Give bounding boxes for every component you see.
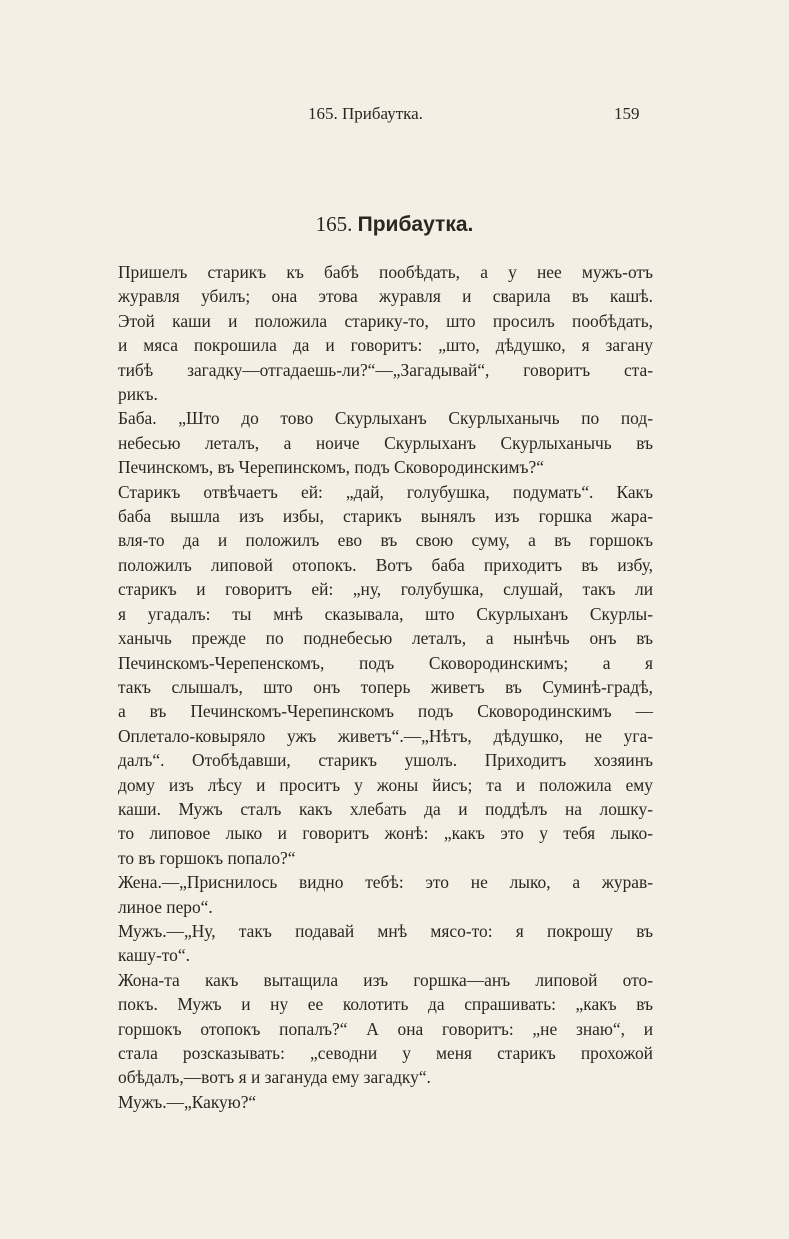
text-line: кашу-то“.	[118, 945, 190, 966]
text-line: стала розсказывать: „севодни у меня старикъ прохожой	[118, 1043, 653, 1063]
text-line: небесью леталъ, а ноичe Скурлыханъ Скурлыханычь въ	[118, 432, 653, 453]
text-line: линое перо“.	[118, 896, 213, 917]
text-line: Жона-та какъ вытащила изъ горшка—анъ липовой ото-	[118, 969, 653, 990]
text-line: и мяса покрошила да и говоритъ: „што, дѣдушко, я загану	[118, 335, 653, 356]
text-line: то липовое лыко и говоритъ жонѣ: „какъ это у тебя лыко-	[118, 823, 653, 844]
text-line: старикъ и говоритъ ей: „ну, голубушка, слушай, такъ ли	[118, 579, 653, 600]
text-line: тибѣ загадку—отгадаешь-ли?“—„Загадывай“, говоритъ ста-	[118, 359, 653, 380]
text-line: вля-то да и положилъ ево въ свою суму, а въ горшокъ	[118, 530, 653, 551]
text-line: горшокъ отопокъ попалъ?“ А она говоритъ: „не знаю“, и	[118, 1018, 653, 1039]
text-line: каши. Мужъ сталъ какъ хлебать да и поддѣлъ на лошку-	[118, 798, 653, 819]
text-line: то въ горшокъ попало?“	[118, 847, 296, 868]
section-title	[0, 212, 789, 237]
text-line: обѣдалъ,—вотъ я и загануда ему загадку“.	[118, 1067, 431, 1088]
text-line: покъ. Мужъ и ну ее колотить да спрашивать: „какъ въ	[118, 994, 653, 1015]
text-line: Жена.—„Приснилось видно тебѣ: это не лыко, а журав-	[118, 872, 653, 893]
section-title-text: Прибаутка.	[357, 213, 474, 236]
page-number: 159	[614, 104, 640, 123]
text-line: Старикъ отвѣчаетъ ей: „дай, голубушка, подумать“. Какъ	[118, 481, 653, 502]
text-line: Мужъ.—„Ну, такъ подавай мнѣ мясо-то: я покрошу въ	[118, 920, 653, 941]
text-line: Пришелъ старикъ къ бабѣ пообѣдать, а у нее мужъ-отъ	[118, 262, 653, 282]
text-line: положилъ липовой отопокъ. Вотъ баба приходитъ въ избу,	[118, 554, 653, 575]
text-line: такъ слышалъ, што онъ топерь живетъ въ Суминѣ-градѣ,	[118, 676, 653, 697]
text-line: я угадалъ: ты мнѣ сказывала, што Скурлыханъ Скурлы-	[118, 603, 653, 624]
text-line: далъ“. Отобѣдавши, старикъ ушолъ. Приходитъ хозяинъ	[118, 750, 653, 771]
text-line: журавля убилъ; она этова журавля и сварила въ кашѣ.	[118, 286, 653, 307]
text-line: Печинскомъ, въ Черепинскомъ, подъ Сковородинскимъ?“	[118, 457, 544, 478]
section-number: 165.	[315, 212, 353, 236]
running-title: 165. Прибаутка.	[308, 104, 423, 123]
text-line: Мужъ.—„Какую?“	[118, 1091, 257, 1112]
text-line: рикъ.	[118, 384, 158, 405]
text-line: баба вышла изъ избы, старикъ вынялъ изъ горшка жара-	[118, 506, 653, 527]
story-text	[118, 260, 653, 1114]
text-line: Баба. „Што до тово Скурлыханъ Скурлыханычь по под-	[118, 408, 653, 429]
text-line: Печинскомъ-Черепенскомъ, подъ Сковородинскимъ; а я	[118, 652, 653, 673]
text-line: Оплетало-ковыряло ужъ живетъ“.—„Нѣтъ, дѣдушко, не уга-	[118, 725, 653, 746]
text-line: дому изъ лѣсу и проситъ у жоны йисъ; та и положила ему	[118, 774, 653, 795]
text-line: Этой каши и положила старику-то, што просилъ пообѣдать,	[118, 310, 653, 331]
text-line: а въ Печинскомъ-Черепинскомъ подъ Сковородинскимъ —	[118, 701, 653, 722]
text-line: ханычь прежде по поднебесью леталъ, а нынѣчь онъ въ	[118, 628, 653, 649]
